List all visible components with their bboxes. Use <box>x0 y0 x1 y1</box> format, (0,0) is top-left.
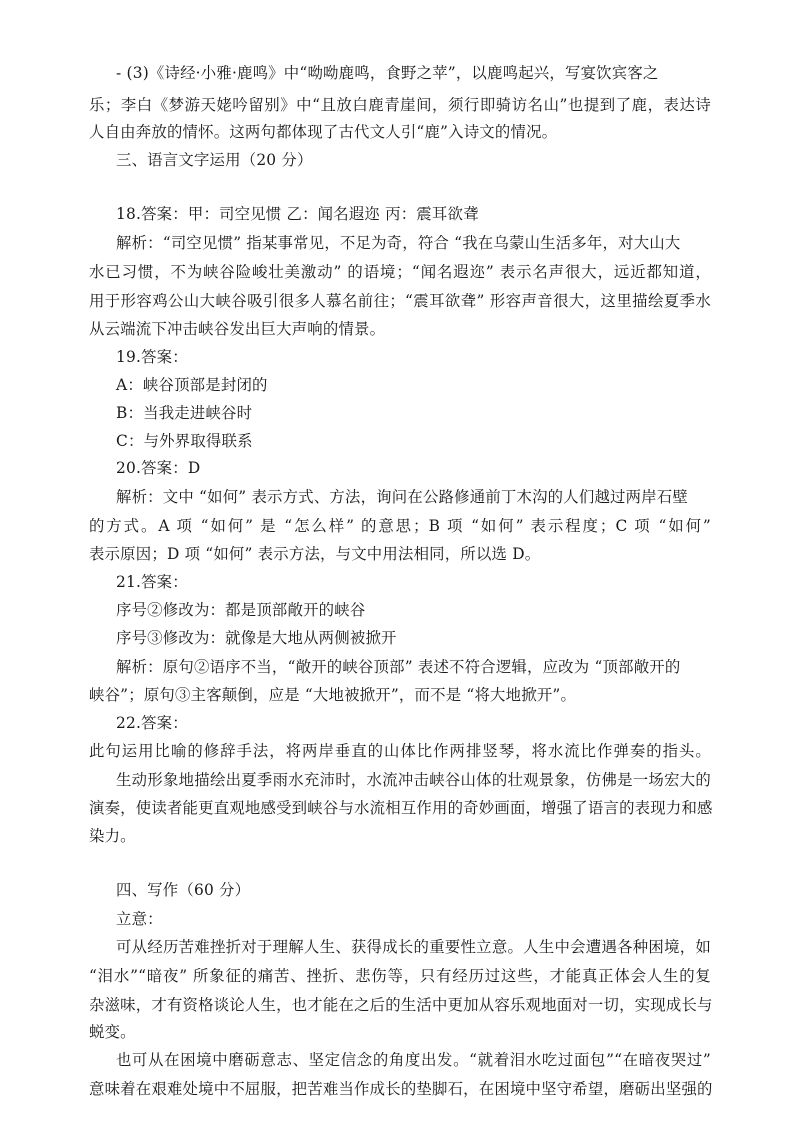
text-line: 人自由奔放的情怀。这两句都体现了古代文人引“鹿”入诗文的情况。 <box>89 123 558 141</box>
section-heading: 四、写作（60 分） <box>116 881 251 899</box>
text-line: 峡谷”；原句③主客颠倒，应是 “大地被掀开”，而不是 “将大地掀开”。 <box>89 686 577 704</box>
text-line: 序号③修改为：就像是大地从两侧被掀开 <box>116 629 397 647</box>
text-line: “泪水”“暗夜” 所象征的痛苦、挫折、悲伤等，只有经历过这些，才能真正体会人生的复 <box>89 967 711 985</box>
text-line: 水已习惯，不为峡谷险峻壮美激动” 的语境；“闻名遐迩” 表示名声很大，远近都知道， <box>89 263 711 281</box>
text-line: 意味着在艰难处境中不屈服，把苦难当作成长的垫脚石，在困境中坚守希望，磨砺出坚强的 <box>89 1080 713 1098</box>
text-line: 的方式。A 项 “如何” 是 “怎么样” 的意思；B 项 “如何” 表示程度；C 项 “如何” <box>89 517 711 535</box>
text-line: 染力。 <box>89 827 136 845</box>
text-line: 此句运用比喻的修辞手法，将两岸垂直的山体比作两排竖琴，将水流比作弹奏的指头。 <box>89 742 711 760</box>
answer-heading: 18.答案：甲：司空见惯 乙：闻名遐迩 丙：震耳欲聋 <box>116 205 479 223</box>
text-line: 用于形容鸡公山大峡谷吸引很多人慕名前往；“震耳欲聋” 形容声音很大，这里描绘夏季水 <box>89 292 711 310</box>
text-line: 演奏，使读者能更直观地感受到峡谷与水流相互作用的奇妙画面，增强了语言的表现力和感 <box>89 799 713 817</box>
text-line: 也可从在困境中磨砺意志、坚定信念的角度出发。“就着泪水吃过面包”“在暗夜哭过” <box>116 1051 711 1069</box>
text-line: C：与外界取得联系 <box>116 432 253 450</box>
text-line: B：当我走进峡谷时 <box>116 404 253 422</box>
text-line: 序号②修改为：都是顶部敞开的峡谷 <box>116 601 366 619</box>
answer-heading: 20.答案：D <box>116 459 201 477</box>
text-line: - (3)《诗经·小雅·鹿鸣》中“呦呦鹿鸣，食野之苹”，以鹿鸣起兴，写宴饮宾客之 <box>116 64 659 82</box>
text-line: 生动形象地描绘出夏季雨水充沛时，水流冲击峡谷山体的壮观景象，仿佛是一场宏大的 <box>116 771 711 789</box>
text-line: 表示原因；D 项 “如何” 表示方法，与文中用法相同，所以选 D。 <box>89 545 541 563</box>
answer-heading: 21.答案： <box>116 573 188 591</box>
text-line: 解析：原句②语序不当，“敞开的峡谷顶部” 表述不符合逻辑，应改为 “顶部敞开的 <box>116 658 681 676</box>
text-line: 蜕变。 <box>89 1023 136 1041</box>
text-line: 解析：文中 “如何” 表示方式、方法，询问在公路修通前丁木沟的人们越过两岸石壁 <box>116 488 688 506</box>
text-line: A：峡谷顶部是封闭的 <box>116 376 268 394</box>
answer-heading: 22.答案： <box>116 714 188 732</box>
text-line: 立意： <box>116 910 163 928</box>
text-line: 杂滋味，才有资格谈论人生，也才能在之后的生活中更加从容乐观地面对一切，实现成长与 <box>89 996 713 1014</box>
section-heading: 三、语言文字运用（20 分） <box>116 151 313 169</box>
text-line: 从云端流下冲击峡谷发出巨大声响的情景。 <box>89 320 386 338</box>
answer-heading: 19.答案： <box>116 348 188 366</box>
text-line: 乐；李白《梦游天姥吟留别》中“且放白鹿青崖间，须行即骑访名山”也提到了鹿，表达诗 <box>89 96 711 114</box>
text-line: 可从经历苦难挫折对于理解人生、获得成长的重要性立意。人生中会遭遇各种困境，如 <box>116 938 711 956</box>
text-line: 解析：“司空见惯” 指某事常见，不足为奇，符合 “我在乌蒙山生活多年，对大山大 <box>116 234 681 252</box>
